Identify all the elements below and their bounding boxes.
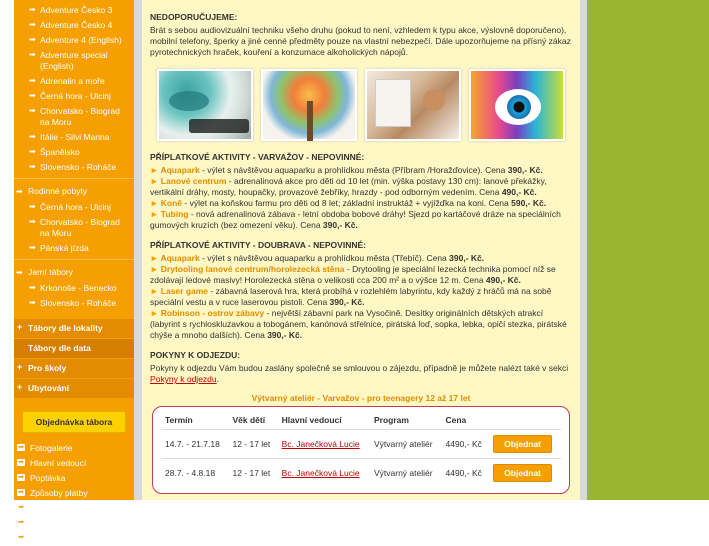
activity-item <box>150 209 572 231</box>
bottom-link[interactable] <box>14 501 134 516</box>
activity-item <box>150 198 572 209</box>
main-menu-label: Ubytování <box>28 383 70 393</box>
arrow-right-icon: ➡ <box>29 202 36 211</box>
activity-text: - výlet s návštěvou aquaparku a prohlídkou města (Příbram /Horažďovice). Cena <box>199 165 508 175</box>
order-button[interactable]: Objednat <box>493 435 552 453</box>
sidebar-subitem[interactable] <box>14 130 134 145</box>
activity-item <box>150 253 572 264</box>
arrow-right-icon: ➡ <box>29 106 36 115</box>
activity-text: - adrenalinová akce pro děti od 10 let (min. výška postavy 130 cm): lanové překážky, vertikální dráhy, mosty, houpačky, provazové žebříky, hrazdy - pod odborným vedením. Cena <box>150 176 547 197</box>
arrow-right-icon: ➡ <box>29 243 36 252</box>
activity-text: - nová adrenalinová zábava - letní obdoba bobové dráhy! Sjezd po kartáčové dráze na speciálních gumových kruzích (bez omezení věku). Cena <box>150 209 561 230</box>
pokyny-end: . <box>216 374 219 384</box>
image-gallery <box>157 69 565 141</box>
arrow-right-icon: ➡ <box>29 283 36 292</box>
sidebar-subitem[interactable] <box>14 160 134 175</box>
activity-name: Aquapark <box>160 253 200 263</box>
sidebar-group-jarni[interactable] <box>14 263 134 281</box>
bottom-links <box>14 441 134 546</box>
bottom-link-label: Poptávka <box>30 473 66 483</box>
terms-table-box <box>152 406 570 494</box>
table-header-cell <box>489 411 561 430</box>
arrow-right-icon: ➡ <box>29 76 36 85</box>
doubrava-activities <box>150 253 572 341</box>
nedoporucujeme-text: Brát s sebou audiovizuální techniku všeho druhu (pokud to není, vzhledem k typu akce, výslovně doporučeno), mobilní telefony, šperky a jiné cenné předměty pouze na vlastní nebezpečí. Dále upozorňujeme na přísný zákaz pyrotechnických hraček, kouření a konzumace alkoholických nápojů. <box>150 25 571 57</box>
bullet-arrow-icon: ► <box>150 165 161 175</box>
sidebar-subitem[interactable] <box>14 281 134 296</box>
arrow-right-icon: ➡ <box>16 268 23 277</box>
right-gutter <box>580 0 587 500</box>
sidebar-subitem-label: Pánská jízda <box>40 243 89 253</box>
arrow-right-icon: ➡ <box>29 147 36 156</box>
pokyny-body: Pokyny k odjezdu Vám budou zaslány společně se smlouvou o zájezdu, případně je můžete nalézt také v sekci <box>150 363 569 373</box>
sidebar-subitem[interactable] <box>14 74 134 89</box>
activity-text: - Drytooling je speciální lezecká technika pomocí níž se zdolávají ledové masivy! Horolezecká stěna o velikosti cca 200 m² a o výšce 12 m. Cena <box>150 264 556 285</box>
sidebar-subitem-label: Adventure Česko 4 <box>40 20 113 30</box>
leader-link[interactable]: Bc. Janečková Lucie <box>281 468 360 478</box>
bottom-link-label: Ke stažení <box>30 503 71 513</box>
sidebar-subitem[interactable] <box>14 200 134 215</box>
sidebar-subitem-label: Chorvatsko - Biograd na Moru <box>40 106 120 127</box>
main-menu-label: Tábory dle data <box>28 343 91 353</box>
varvazov-activities <box>150 165 572 231</box>
bullet-arrow-icon: ► <box>150 209 161 219</box>
arrow-box-icon: ➡ <box>18 519 24 526</box>
sidebar-subitem[interactable] <box>14 33 134 48</box>
bullet-arrow-icon: ► <box>150 308 161 318</box>
arrow-right-icon: ➡ <box>29 5 36 14</box>
sidebar-subitem-label: Adrenalin a moře <box>40 76 105 86</box>
bullet-arrow-icon: ► <box>150 253 161 263</box>
table-row <box>161 430 561 459</box>
bottom-link[interactable] <box>14 441 134 456</box>
bullet-arrow-icon: ► <box>150 198 161 208</box>
adventure-submenu <box>14 0 134 175</box>
bottom-link[interactable] <box>14 516 134 531</box>
sidebar-subitem-label: Španělsko <box>40 147 80 157</box>
activity-name: Tubing <box>160 209 189 219</box>
varvazov-heading: PŘÍPLATKOVÉ AKTIVITY - VARVAŽOV - NEPOVINNÉ: <box>150 152 365 162</box>
colorful-eye-image[interactable] <box>469 69 565 141</box>
table-cell-program: Výtvarný ateliér <box>370 430 442 459</box>
table-cell-action <box>489 430 561 459</box>
left-margin <box>0 0 14 500</box>
pokyny-link[interactable]: Pokyny k odjezdu <box>150 374 217 384</box>
main-menu-item[interactable] <box>14 379 134 399</box>
activity-name: Koně <box>160 198 183 208</box>
activity-price: 390,- Kč. <box>267 330 303 340</box>
bottom-link[interactable] <box>14 456 134 471</box>
sidebar-group-rodinne[interactable] <box>14 182 134 200</box>
table-cell-termin: 28.7. - 4.8.18 <box>165 468 216 478</box>
plus-icon: + <box>17 322 23 332</box>
table-cell-vedouci <box>278 430 370 459</box>
arrow-right-icon: ➡ <box>29 35 36 44</box>
bottom-link[interactable] <box>14 471 134 486</box>
activity-price: 490,- Kč. <box>485 275 521 285</box>
pokyny-text <box>150 363 572 385</box>
bottom-link-label: Hlavní vedoucí <box>30 458 87 468</box>
table-header-cell: Hlavní vedoucí <box>278 411 370 430</box>
sidebar-subitem-label: Černá hora - Ulcinj <box>40 91 111 101</box>
bottom-link-label: Způsoby platby <box>30 488 88 498</box>
activity-item <box>150 308 572 341</box>
right-green-panel <box>587 0 709 500</box>
table-title: Výtvarný ateliér - Varvažov - pro teenagery 12 až 17 let <box>251 393 471 403</box>
activity-item <box>150 264 572 286</box>
sidebar-subitem[interactable] <box>14 104 134 130</box>
sidebar <box>14 0 134 543</box>
table-header-cell: Cena <box>442 411 490 430</box>
activity-price: 390,- Kč. <box>322 220 358 230</box>
arrow-box-icon: ➡ <box>18 504 24 511</box>
arrow-right-icon: ➡ <box>29 298 36 307</box>
table-cell-vek: 12 - 17 let <box>232 468 271 478</box>
sidebar-subitem[interactable] <box>14 296 134 311</box>
activity-name: Lanové centrum <box>160 176 227 186</box>
bottom-link-label: Pokyny k odjezdu <box>30 533 97 543</box>
bottom-link-label: Odjezdy <box>30 518 62 528</box>
arrow-box-icon: ➡ <box>18 459 24 466</box>
sidebar-divider <box>14 259 134 260</box>
activity-name: Robinson - ostrov zábavy <box>160 308 265 318</box>
sidebar-subitem[interactable] <box>14 3 134 18</box>
sidebar-subitem-label: Černá hora - Ulcinj <box>40 202 111 212</box>
doubrava-heading: PŘÍPLATKOVÉ AKTIVITY - DOUBRAVA - NEPOVINNÉ: <box>150 240 366 250</box>
activity-item <box>150 176 572 198</box>
bullet-arrow-icon: ► <box>150 286 161 296</box>
pokyny-heading: POKYNY K ODJEZDU: <box>150 350 241 360</box>
activity-price: 390,- Kč. <box>449 253 485 263</box>
bullet-arrow-icon: ► <box>150 176 161 186</box>
leader-link[interactable]: Bc. Janečková Lucie <box>281 439 360 449</box>
activity-text: - zábavná laserová hra, která probíhá v rozlehlém labyrintu, kdy každý z hráčů má na sobě speciální vestu a v ruce laserovou pistoli. Cena <box>150 286 552 307</box>
sidebar-subitem-label: Slovensko - Roháče <box>40 162 117 172</box>
table-cell-program: Výtvarný ateliér <box>373 468 433 478</box>
main-menu-item[interactable] <box>14 359 134 379</box>
main-menu <box>14 319 134 399</box>
activity-price: 390,- Kč. <box>329 297 365 307</box>
order-camp-button[interactable]: Objednávka tábora <box>22 411 126 433</box>
sidebar-group-label: Rodinné pobyty <box>28 186 88 196</box>
plus-icon: + <box>17 362 23 372</box>
table-cell-action <box>489 459 561 488</box>
sidebar-subitem-label: Chorvatsko - Biograd na Moru <box>40 217 120 238</box>
arrow-right-icon: ➡ <box>29 217 36 226</box>
sidebar-subitem-label: Adventure Česko 3 <box>40 5 113 15</box>
sidebar-group-label: Jarní tábory <box>28 267 73 277</box>
arrow-right-icon: ➡ <box>29 50 36 59</box>
sidebar-subitem[interactable] <box>14 241 134 256</box>
sidebar-subitem-label: Slovensko - Roháče <box>40 298 117 308</box>
activity-text: - výlet s návštěvou aquaparku a prohlídkou města (Třebíč). Cena <box>199 253 450 263</box>
sidebar-subitem-label: Krkonoše - Benecko <box>40 283 117 293</box>
jarni-submenu <box>14 281 134 311</box>
nedoporucujeme-heading: NEDOPORUČUJEME: <box>150 12 238 22</box>
arrow-box-icon: ➡ <box>18 489 24 496</box>
activity-price: 390,- Kč. <box>507 165 543 175</box>
table-header-cell: Program <box>370 411 442 430</box>
arrow-right-icon: ➡ <box>29 20 36 29</box>
activity-text: - největší zábavní park na Vysočině. Desítky originálních dětských atrakcí (labyrint s rychloskluzavkou a tobogánem, kanónová střelnice, pirátská loď, sopka, lebka, opičí stezka, pirátské chýše a mnoho dalších). Cena <box>150 308 567 340</box>
table-header-cell: Věk dětí <box>228 411 277 430</box>
sidebar-subitem-label: Adventure special (English) <box>40 50 108 71</box>
main-menu-item[interactable] <box>14 319 134 339</box>
sidebar-subitem[interactable] <box>14 89 134 104</box>
table-cell-vek: 12 - 17 let <box>228 430 277 459</box>
bottom-link[interactable] <box>14 531 134 546</box>
order-button[interactable]: Objednat <box>493 464 552 482</box>
painting-hands-image[interactable] <box>157 69 253 141</box>
main-menu-label: Pro školy <box>28 363 67 373</box>
arrow-right-icon: ➡ <box>29 162 36 171</box>
main-content <box>142 0 580 500</box>
activity-text: - výlet na koňskou farmu pro děti od 8 let; základní instruktáž + vyjížďka na koni. Cena <box>182 198 512 208</box>
bullet-arrow-icon: ► <box>150 264 161 274</box>
sidebar-subitem[interactable] <box>14 18 134 33</box>
table-cell-cena: 4490,- Kč <box>445 468 482 478</box>
bottom-link-label: Fotogalerie <box>30 443 73 453</box>
sidebar-subitem[interactable] <box>14 145 134 160</box>
terms-table <box>161 411 561 487</box>
activity-name: Laser game <box>160 286 209 296</box>
table-body <box>161 430 561 488</box>
sidebar-subitem[interactable] <box>14 48 134 74</box>
arrow-right-icon: ➡ <box>29 132 36 141</box>
painter-at-easel-image[interactable] <box>365 69 461 141</box>
sidebar-subitem-label: Itálie - Silvi Marina <box>40 132 110 142</box>
activity-price: 490,- Kč. <box>501 187 537 197</box>
left-gutter <box>134 0 142 500</box>
main-menu-item[interactable] <box>14 339 134 359</box>
activity-price: 590,- Kč. <box>511 198 547 208</box>
arrow-right-icon: ➡ <box>16 187 23 196</box>
arrow-box-icon: ➡ <box>18 474 24 481</box>
bottom-link[interactable] <box>14 486 134 501</box>
sidebar-subitem[interactable] <box>14 215 134 241</box>
table-cell-cena: 4490,- Kč <box>442 430 490 459</box>
arrow-right-icon: ➡ <box>29 91 36 100</box>
main-menu-label: Tábory dle lokality <box>28 323 103 333</box>
activity-name: Drytooling lanové centrum/horolezecká stěna <box>160 264 345 274</box>
table-row <box>161 459 561 488</box>
painted-tree-image[interactable] <box>261 69 357 141</box>
table-cell-vedouci <box>278 459 370 488</box>
table-cell-termin: 14.7. - 21.7.18 <box>161 430 228 459</box>
table-header-row <box>161 411 561 430</box>
rodinne-submenu <box>14 200 134 256</box>
table-header-cell: Termín <box>161 411 228 430</box>
activity-name: Aquapark <box>160 165 200 175</box>
arrow-box-icon: ➡ <box>18 534 24 541</box>
activity-item <box>150 165 572 176</box>
plus-icon: + <box>17 382 23 392</box>
activity-item <box>150 286 572 308</box>
sidebar-divider <box>14 178 134 179</box>
sidebar-subitem-label: Adventure 4 (English) <box>40 35 122 45</box>
arrow-box-icon: ➡ <box>18 444 24 451</box>
